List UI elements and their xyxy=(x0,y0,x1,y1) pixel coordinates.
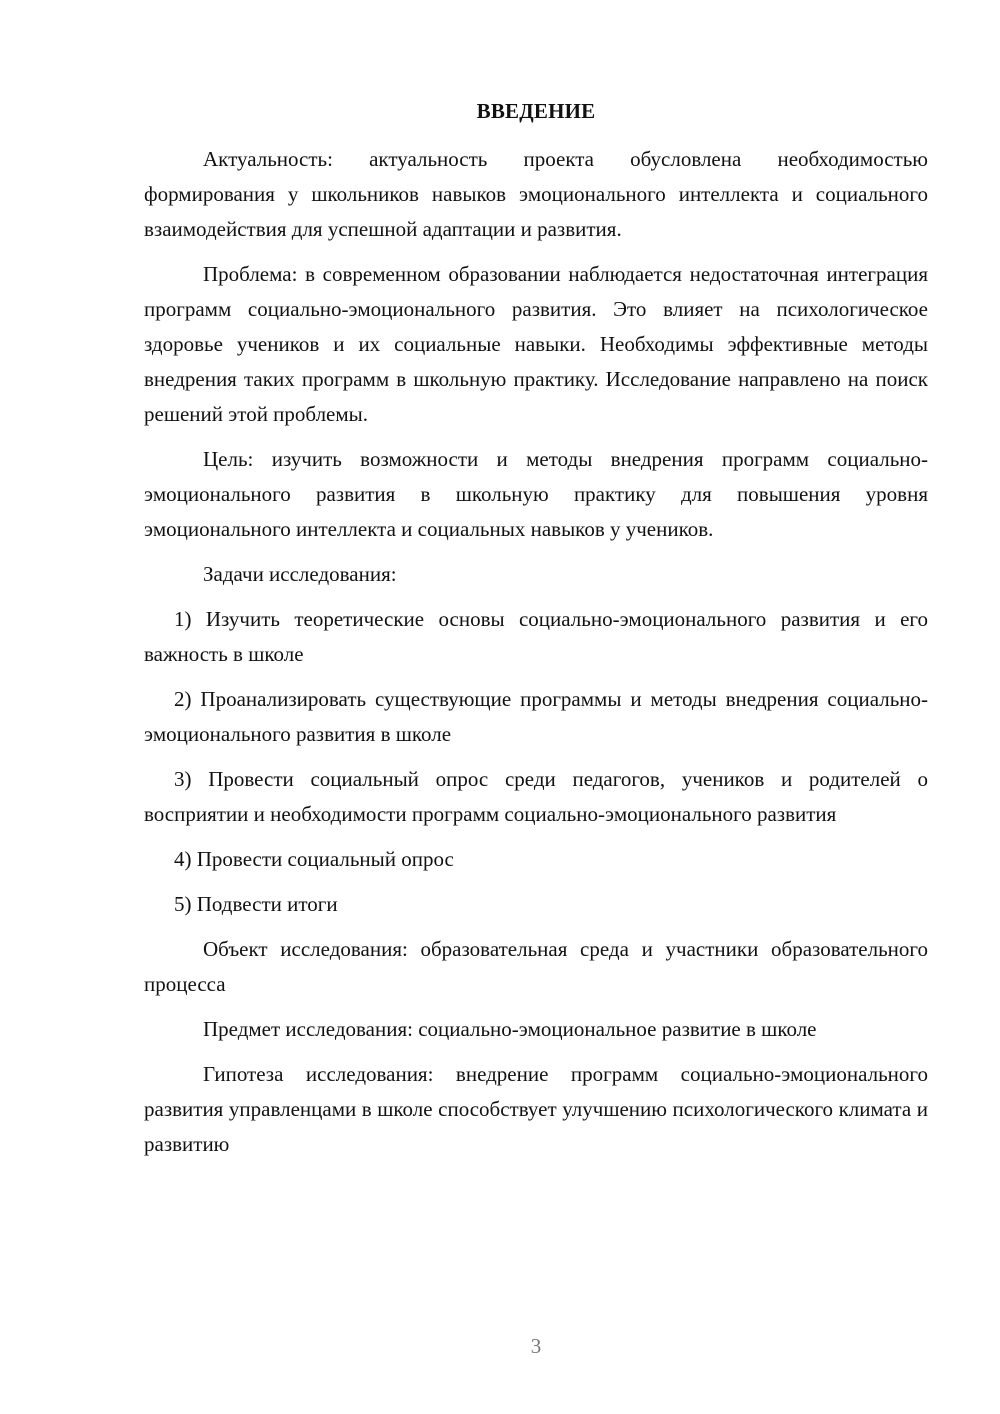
task-item-4: 4) Провести социальный опрос xyxy=(174,847,454,871)
paragraph-relevance: Актуальность: актуальность проекта обусловлена необходимостью формирования у школьников навыков эмоционального интеллекта и социального взаимодействия для успешной адаптации и развития. xyxy=(144,147,928,241)
page-number: 3 xyxy=(530,1334,542,1358)
task-item-5: 5) Подвести итоги xyxy=(174,892,338,916)
task-item-3: 3) Провести социальный опрос среди педагогов, учеников и родителей о восприятии и необходимости программ социально-эмоционального развития xyxy=(144,767,928,826)
document-body xyxy=(144,142,928,1172)
paragraph-tasks-heading: Задачи исследования: xyxy=(203,562,397,586)
task-item-1: 1) Изучить теоретические основы социально-эмоционального развития и его важность в школе xyxy=(144,607,928,666)
task-item-2: 2) Проанализировать существующие программы и методы внедрения социально-эмоционального развития в школе xyxy=(144,687,928,746)
paragraph-problem: Проблема: в современном образовании наблюдается недостаточная интеграция программ социально-эмоционального развития. Это влияет на психологическое здоровье учеников и их социальные навыки. Необходимы эффективные методы внедрения таких программ в школьную практику. Исследование направлено на поиск решений этой проблемы. xyxy=(144,262,928,426)
paragraph-hypothesis: Гипотеза исследования: внедрение программ социально-эмоционального развития управленцами в школе способствует улучшению психологического климата и развитию xyxy=(144,1062,928,1156)
paragraph-object: Объект исследования: образовательная среда и участники образовательного процесса xyxy=(144,937,928,996)
paragraph-subject: Предмет исследования: социально-эмоциональное развитие в школе xyxy=(203,1017,817,1041)
section-title: ВВЕДЕНИЕ xyxy=(476,99,596,123)
document-page xyxy=(144,0,928,1414)
paragraph-goal: Цель: изучить возможности и методы внедрения программ социально-эмоционального развития в школьную практику для повышения уровня эмоционального интеллекта и социальных навыков у учеников. xyxy=(144,447,928,541)
